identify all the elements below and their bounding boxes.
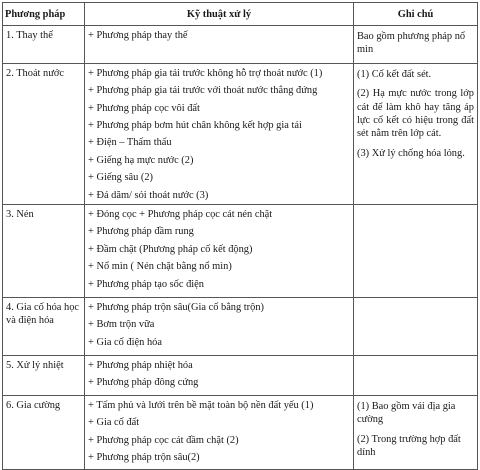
- technique-item: + Phương pháp đông cứng: [88, 377, 199, 389]
- notes-cell: [354, 356, 478, 396]
- technique-cell: [85, 396, 354, 470]
- technique-item: + Đá dăm/ sỏi thoát nước (3): [88, 189, 209, 201]
- notes-cell: [354, 63, 478, 204]
- note-item: (2) Hạ mực nước trong lớp cát để làm khô hay tăng áp lực cố kết có hiệu trong đất sét nằm trên lớp cát.: [357, 88, 474, 140]
- technique-cell: [85, 63, 354, 204]
- notes-cell: [354, 26, 478, 64]
- method-category: 5. Xử lý nhiệt: [3, 356, 85, 396]
- method-category: 4. Gia cố hóa học và điện hóa: [3, 298, 85, 356]
- note-item: Bao gồm phương pháp nổ mìn: [357, 31, 466, 56]
- method-category: 2. Thoát nước: [3, 63, 85, 204]
- technique-item: + Phương pháp đầm rung: [88, 226, 194, 238]
- technique-item: + Nổ mìn ( Nén chặt bằng nổ mìn): [88, 261, 232, 273]
- technique-item: + Phương pháp thay thế: [88, 30, 188, 41]
- method-category: 3. Nén: [3, 205, 85, 298]
- header-notes: Ghi chú: [354, 3, 478, 26]
- technique-item: + Giếng hạ mực nước (2): [88, 154, 194, 166]
- note-item: (2) Trong trường hợp đất dính: [357, 433, 461, 459]
- technique-item: + Bơm trộn vữa: [88, 319, 155, 331]
- table-row: [3, 63, 478, 204]
- technique-item: + Phương pháp tạo sốc điện: [88, 278, 204, 290]
- notes-cell: [354, 205, 478, 298]
- technique-item: + Phương pháp gia tải trước với thoát nước thẳng đứng: [88, 85, 318, 97]
- technique-item: + Đóng cọc + Phương pháp cọc cát nén chặt: [88, 209, 273, 221]
- technique-item: + Phương pháp nhiệt hóa: [88, 360, 193, 372]
- technique-item: + Phương pháp gia tải trước không hỗ trợ thoát nước (1): [88, 67, 323, 79]
- table-row: [3, 205, 478, 298]
- note-item: (3) Xử lý chống hóa lỏng.: [357, 147, 465, 159]
- technique-cell: [85, 356, 354, 396]
- header-technique: Kỹ thuật xử lý: [85, 3, 354, 26]
- technique-item: + Gia cố điện hóa: [88, 336, 162, 348]
- technique-item: + Phương pháp cọc vôi đất: [88, 102, 200, 114]
- technique-cell: [85, 298, 354, 356]
- note-item: (1) Bao gồm vải địa gia cường: [357, 401, 456, 426]
- table-row: [3, 26, 478, 64]
- notes-cell: [354, 298, 478, 356]
- note-item: (1) Cố kết đất sét.: [357, 68, 432, 80]
- technique-item: + Phương pháp bơm hút chân không kết hợp gia tải: [88, 120, 302, 132]
- technique-cell: [85, 26, 354, 64]
- technique-item: + Gia cố đất: [88, 417, 140, 429]
- technique-item: + Phương pháp trộn sâu(2): [88, 452, 200, 464]
- technique-item: + Giếng sâu (2): [88, 172, 154, 184]
- technique-item: + Điện – Thấm thấu: [88, 137, 172, 149]
- technique-item: + Tấm phủ và lưới trên bề mặt toàn bộ nền đất yếu (1): [88, 400, 314, 412]
- header-method: Phương pháp: [3, 3, 85, 26]
- table-row: [3, 396, 478, 470]
- table-row: [3, 298, 478, 356]
- methods-table: [2, 2, 478, 470]
- technique-item: + Đầm chặt (Phương pháp cố kết động): [88, 243, 253, 255]
- technique-item: + Phương pháp trộn sâu(Gia cố bằng trộn): [88, 302, 264, 314]
- technique-item: + Phương pháp cọc cát đầm chặt (2): [88, 434, 239, 446]
- notes-cell: [354, 396, 478, 470]
- header-row: [3, 3, 478, 26]
- table-row: [3, 356, 478, 396]
- methods-table-container: [2, 2, 477, 464]
- method-category: 6. Gia cường: [3, 396, 85, 470]
- technique-cell: [85, 205, 354, 298]
- method-category: 1. Thay thế: [3, 26, 85, 64]
